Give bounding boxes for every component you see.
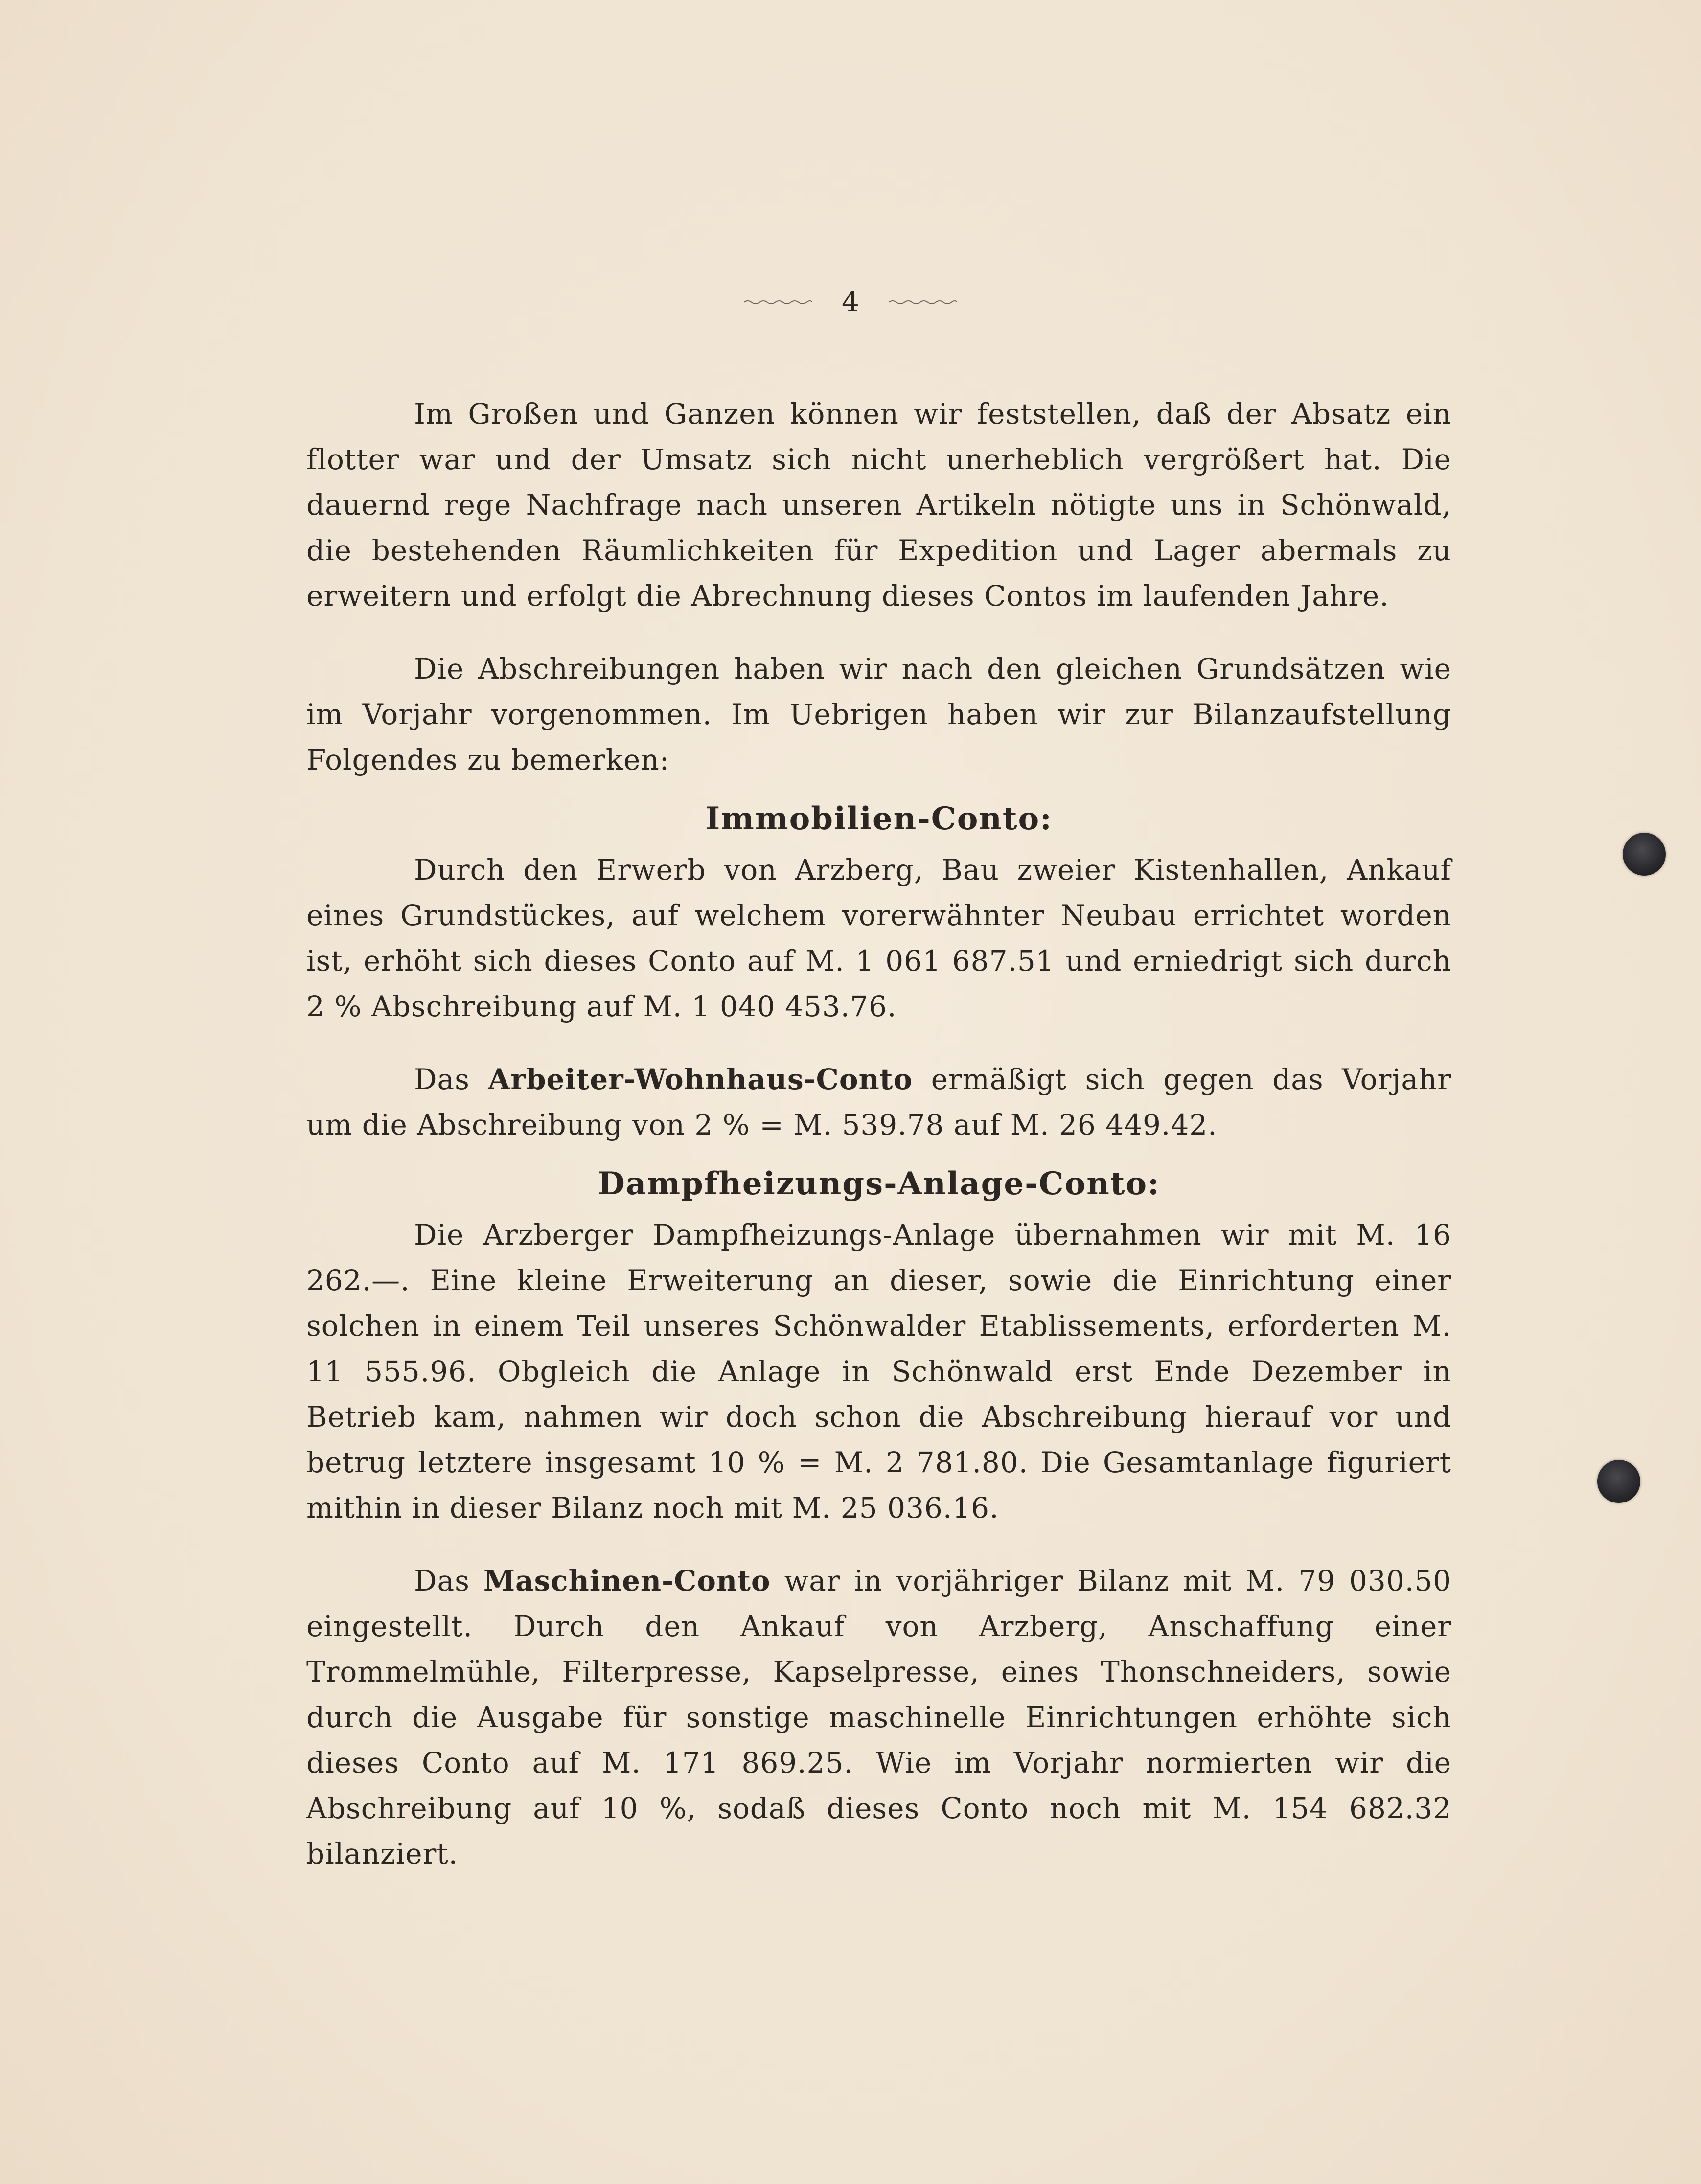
- paragraph-dampfheizung: Die Arzberger Dampfheizungs-Anlage übernahmen wir mit M. 16 262.—. Eine kleine Erweiterung an dieser, sowie die Einrichtung einer solchen in einem Teil unseres Schönwalder Etablissements, erforderten M. 11 555.96. Obgleich die Anlage in Schönwald erst Ende Dezember in Betrieb kam, nahmen wir doch schon die Abschreibung hierauf vor und betrug letztere insgesamt 10 % = M. 2 781.80. Die Gesamtanlage figuriert mithin in dieser Bilanz noch mit M. 25 036.16.: [306, 1218, 1451, 1524]
- heading-immobilien-conto: Immobilien-Conto:: [705, 800, 1053, 837]
- right-ornament-icon: [889, 297, 957, 307]
- left-ornament-icon: [744, 297, 812, 307]
- punch-hole-upper: [1623, 833, 1666, 876]
- paragraph-arbeiter-wohnhaus: [306, 1057, 1451, 1148]
- text-segment: war in vorjähriger Bilanz mit M. 79 030.50 eingestellt. Durch den Ankauf von Arzberg, Anschaffung einer Trommelmühle, Filterpresse, Kapselpresse, eines Thonschneiders, sowie durch die Ausgabe für sonstige maschinelle Einrichtungen erhöhte sich dieses Conto auf M. 171 869.25. Wie im Vorjahr normierten wir die Abschreibung auf 10 %, sodaß dieses Conto noch mit M. 154 682.32 bilanziert.: [306, 1564, 1451, 1870]
- text-segment: Das: [414, 1063, 488, 1096]
- maschinen-conto-label: Maschinen-Conto: [483, 1564, 771, 1597]
- punch-hole-lower: [1597, 1460, 1640, 1503]
- page-number: 4: [842, 286, 859, 318]
- paragraph-sales: Im Großen und Ganzen können wir feststellen, daß der Absatz ein flotter war und der Umsatz sich nicht unerheblich vergrößert hat. Die dauernd rege Nachfrage nach unseren Artikeln nötigte uns in Schönwald, die bestehenden Räumlichkeiten für Expedition und Lager abermals zu erweitern und erfolgt die Abrechnung dieses Contos im laufenden Jahre.: [306, 397, 1451, 613]
- heading-dampfheizungs-conto: Dampfheizungs-Anlage-Conto:: [598, 1165, 1160, 1202]
- body-text: [306, 391, 1451, 1904]
- text-segment: Das: [414, 1564, 483, 1597]
- page-header: [0, 286, 1701, 318]
- text-segment: ermäßigt sich gegen das Vorjahr um die Abschreibung von 2 % = M. 539.78 auf M. 26 449.42.: [306, 1063, 1451, 1141]
- paragraph-depreciation: Die Abschreibungen haben wir nach den gleichen Grundsätzen wie im Vorjahr vorgenommen. Im Uebrigen haben wir zur Bilanzaufstellung Folgendes zu bemerken:: [306, 652, 1451, 776]
- paragraph-maschinen: [306, 1558, 1451, 1877]
- paragraph-immobilien: Durch den Erwerb von Arzberg, Bau zweier Kistenhallen, Ankauf eines Grundstückes, auf welchem vorerwähnter Neubau errichtet worden ist, erhöht sich dieses Conto auf M. 1 061 687.51 und erniedrigt sich durch 2 % Abschreibung auf M. 1 040 453.76.: [306, 853, 1451, 1023]
- arbeiter-wohnhaus-conto-label: Arbeiter-Wohnhaus-Conto: [488, 1063, 913, 1096]
